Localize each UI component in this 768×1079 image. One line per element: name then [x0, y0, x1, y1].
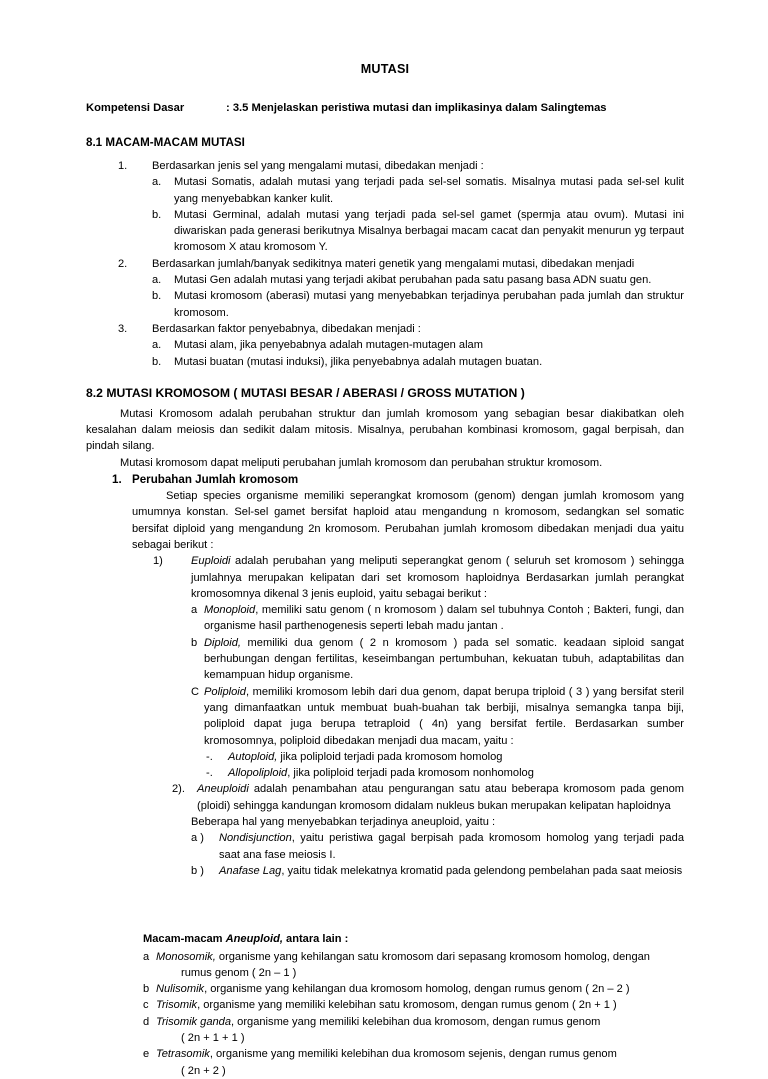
term-trisomik-ganda: Trisomik ganda — [156, 1015, 232, 1028]
list-text — [204, 635, 684, 684]
list-item — [86, 288, 684, 321]
term-allopoliploid: Allopoliploid — [228, 767, 288, 780]
list-item — [86, 337, 684, 353]
list-text — [228, 765, 684, 781]
list-marker: b — [143, 983, 150, 996]
page-title: MUTASI — [360, 62, 410, 76]
list-marker: 1. — [112, 473, 122, 487]
list-text-body: jika poliploid terjadi pada kromosom homolog — [277, 750, 503, 763]
list-item-anafase-lag — [86, 863, 684, 879]
list-text — [156, 997, 684, 1013]
list-marker: -. — [206, 767, 213, 780]
competency-label: Kompetensi Dasar — [86, 102, 185, 114]
list-marker: b. — [152, 355, 162, 368]
list-text-body: adalah penambahan atau pengurangan satu atau beberapa kromosom pada genom (ploidi) sehingga kandungan kromosom didalam nukleus bukan merupakan kelipatan haploidnya — [197, 783, 684, 812]
term-anafase-lag: Anafase Lag — [219, 864, 282, 877]
list-text: Mutasi alam, jika penyebabnya adalah mutagen-mutagen alam — [174, 339, 483, 352]
list-marker: 1) — [153, 555, 163, 568]
list-item — [86, 272, 684, 288]
list-text-body: , yaitu tidak melekatnya kromatid pada gelendong pembelahan pada saat meiosis — [281, 864, 683, 877]
list-item-poliploid — [86, 684, 684, 749]
term-tetrasomik: Tetrasomik — [156, 1048, 210, 1061]
tetrasomik-formula: ( 2n + 2 ) — [181, 1064, 226, 1077]
list-text-body: , yaitu peristiwa gagal berpisah pada kromosom homolog yang terjadi pada saat ana fase meiosis I. — [219, 832, 684, 861]
term-poliploid: Poliploid — [204, 685, 246, 698]
subsection-heading-row — [86, 471, 684, 488]
list-text — [219, 830, 684, 863]
aneuploid-kinds-heading — [143, 931, 684, 947]
list-item-euploidi — [86, 553, 684, 602]
list-text-body: adalah perubahan yang meliputi seperangkat genom ( seluruh set kromosom ) sehingga jumlahnya merupakan kelipatan dari set kromosom haploidnya Berdasarkan jumlah perangkat kromosomnya dikenal 3 jenis euploid, yaitu sebagai berikut : — [191, 555, 684, 600]
list-item-trisomik — [143, 997, 684, 1013]
list-text-body: , jika poliploid terjadi pada kromosom nonhomolog — [287, 767, 534, 780]
list-text-body: , organisme yang memiliki kelebihan dua kromosom sejenis, dengan rumus genom — [209, 1048, 617, 1061]
list-item-aneuploidi — [86, 781, 684, 814]
term-autoploid: Autoploid, — [228, 750, 278, 763]
list-text — [197, 781, 684, 814]
section-8-2-paragraph-2: Mutasi kromosom dapat meliputi perubahan jumlah kromosom dan perubahan struktur kromosom. — [120, 456, 603, 469]
list-item — [86, 354, 684, 370]
subsection-heading: Perubahan Jumlah kromosom — [132, 473, 299, 487]
list-text-body: organisme yang kehilangan satu kromosom dari sepasang kromosom homolog, dengan — [215, 950, 650, 963]
list-marker: b. — [152, 208, 162, 221]
list-text: Mutasi Germinal, adalah mutasi yang terjadi pada sel-sel gamet (spermja atau ovum). Mutasi ini diwariskan pada generasi berikutnya Misalnya berbagai macam cacat dan penyakit menurun yg terpaut kromosom X atau kromosom Y. — [174, 208, 684, 254]
list-marker: a — [191, 604, 198, 617]
list-marker: 2). — [172, 783, 185, 796]
list-marker: C — [191, 685, 200, 698]
list-item — [86, 256, 684, 272]
list-text — [156, 1046, 684, 1062]
term-diploid: Diploid, — [204, 636, 241, 649]
section-8-1-heading: 8.1 MACAM-MACAM MUTASI — [86, 136, 245, 149]
list-text — [204, 684, 684, 749]
list-item — [86, 158, 684, 174]
list-item-monoploid — [86, 602, 684, 635]
aneuploid-kinds-block — [86, 931, 684, 1079]
list-marker: b — [191, 636, 198, 649]
list-item-nondisjunction — [86, 830, 684, 863]
section-8-2-heading: 8.2 MUTASI KROMOSOM ( MUTASI BESAR / ABERASI / GROSS MUTATION ) — [86, 385, 525, 400]
perubahan-jumlah-paragraph: Setiap species organisme memiliki seperangkat kromosom (genom) dengan jumlah kromosom yang umumnya konstan. Sel-sel gamet bersifat haploid atau mengandung n kromosom, sedangkan sel somatic bersifat diploid yang mengandung 2n kromosom. Perubahan jumlah kromosom dibedakan menjadi dua yaitu sebagai berikut : — [132, 490, 684, 551]
list-marker: e — [143, 1048, 150, 1061]
list-text-body: , memiliki satu genom ( n kromosom ) dalam sel tubuhnya Contoh ; Bakteri, fungi, dan organisme hasil parthenogenesis seperti lebah madu jantan . — [204, 604, 684, 633]
heading-term: Aneuploid, — [225, 933, 283, 946]
list-marker: a. — [152, 274, 162, 287]
competency-row — [86, 102, 684, 114]
list-marker: a. — [152, 176, 162, 189]
list-text-body: memiliki dua genom ( 2 n kromosom ) pada sel somatic. keadaan siploid sangat berhubungan dengan fertilitas, keseimbangan pertumbuhan, kekuatan tubuh, adaptabilitas dan kemampuan hidup organisme. — [204, 636, 684, 682]
list-text: Berdasarkan jenis sel yang mengalami mutasi, dibedakan menjadi : — [152, 160, 484, 172]
list-text: Mutasi kromosom (aberasi) mutasi yang menyebabkan terjadinya perubahan pada jumlah dan struktur kromosom. — [174, 290, 684, 319]
list-item — [86, 321, 684, 337]
monosomik-formula: rumus genom ( 2n – 1 ) — [181, 966, 297, 979]
competency-value: : 3.5 Menjelaskan peristiwa mutasi dan implikasinya dalam Salingtemas — [226, 102, 607, 114]
list-marker: d — [143, 1015, 150, 1028]
term-nulisomik: Nulisomik — [156, 983, 205, 996]
list-text-body: , organisme yang memiliki kelebihan dua kromosom, dengan rumus genom — [231, 1015, 601, 1028]
term-aneuploidi: Aneuploidi — [197, 783, 249, 796]
list-item-nulisomik — [143, 981, 684, 997]
list-text — [191, 553, 684, 602]
list-marker: a ) — [191, 832, 204, 845]
list-text-body: , memiliki kromosom lebih dari dua genom, dapat berupa triploid ( 3 ) yang bersifat steril yang dimanfaatkan untuk membuat buah-buahan tak berbiji, misalnya semangka tanpa biji, poliploid dapat juga berupa tetraploid ( 4n) yang bersifat fertile. Berdasarkan sumber kromosomnya, poliploid dibedakan menjadi dua macam, yaitu : — [204, 685, 684, 747]
list-text: Berdasarkan faktor penyebabnya, dibedakan menjadi : — [152, 322, 421, 335]
term-euploidi: Euploidi — [191, 555, 231, 568]
list-marker: c — [143, 999, 149, 1012]
list-item-trisomik-ganda — [143, 1014, 684, 1030]
list-item — [86, 174, 684, 207]
heading-suffix: antara lain : — [282, 933, 349, 946]
list-text — [228, 749, 684, 765]
list-text: Mutasi buatan (mutasi induksi), jlika penyebabnya adalah mutagen buatan. — [174, 355, 543, 368]
list-text-body: , organisme yang memiliki kelebihan satu kromosom, dengan rumus genom ( 2n + 1 ) — [197, 999, 617, 1012]
list-item — [86, 207, 684, 256]
list-marker: a — [143, 950, 150, 963]
list-text — [156, 981, 684, 997]
list-text: Mutasi Somatis, adalah mutasi yang terjadi pada sel-sel somatis. Misalnya mutasi pada sel-sel kulit yang menyebabkan kanker kulit. — [174, 176, 684, 205]
list-item-allopoliploid — [86, 765, 684, 781]
term-nondisjunction: Nondisjunction — [219, 832, 292, 845]
list-marker: 1. — [118, 160, 128, 172]
heading-prefix: Macam-macam — [143, 933, 226, 946]
trisomik-ganda-formula: ( 2n + 1 + 1 ) — [181, 1031, 245, 1044]
list-text-body: , organisme yang kehilangan dua kromosom homolog, dengan rumus genom ( 2n – 2 ) — [204, 983, 630, 996]
list-text — [156, 949, 684, 965]
list-marker: b. — [152, 290, 162, 303]
list-item-diploid — [86, 635, 684, 684]
aneuploidi-intro: Beberapa hal yang menyebabkan terjadinya aneuploid, yaitu : — [191, 816, 496, 829]
section-8-2-paragraph-1: Mutasi Kromosom adalah perubahan struktur dan jumlah kromosom yang sebagian besar diakibatkan oleh kesalahan dalam meiosis dan sedikit dalam mitosis. Misalnya, perubahan kombinasi kromosom, gagal berpisah, dan pindah silang. — [86, 407, 684, 453]
list-item-monosomik — [143, 949, 684, 965]
list-marker: a. — [152, 339, 162, 352]
list-marker: 3. — [118, 322, 128, 335]
list-text — [219, 863, 684, 879]
list-text: Mutasi Gen adalah mutasi yang terjadi akibat perubahan pada satu pasang basa ADN suatu gen. — [174, 274, 652, 287]
list-text — [156, 1014, 684, 1030]
term-trisomik: Trisomik — [156, 999, 198, 1012]
term-monoploid: Monoploid — [204, 604, 256, 617]
list-item-autoploid — [86, 749, 684, 765]
list-text: Berdasarkan jumlah/banyak sedikitnya materi genetik yang mengalami mutasi, dibedakan menjadi — [152, 257, 635, 270]
list-marker: 2. — [118, 257, 128, 270]
list-marker: b ) — [191, 864, 204, 877]
term-monosomik: Monosomik, — [156, 950, 216, 963]
list-text — [204, 602, 684, 635]
list-marker: -. — [206, 750, 213, 763]
list-item-tetrasomik — [143, 1046, 684, 1062]
